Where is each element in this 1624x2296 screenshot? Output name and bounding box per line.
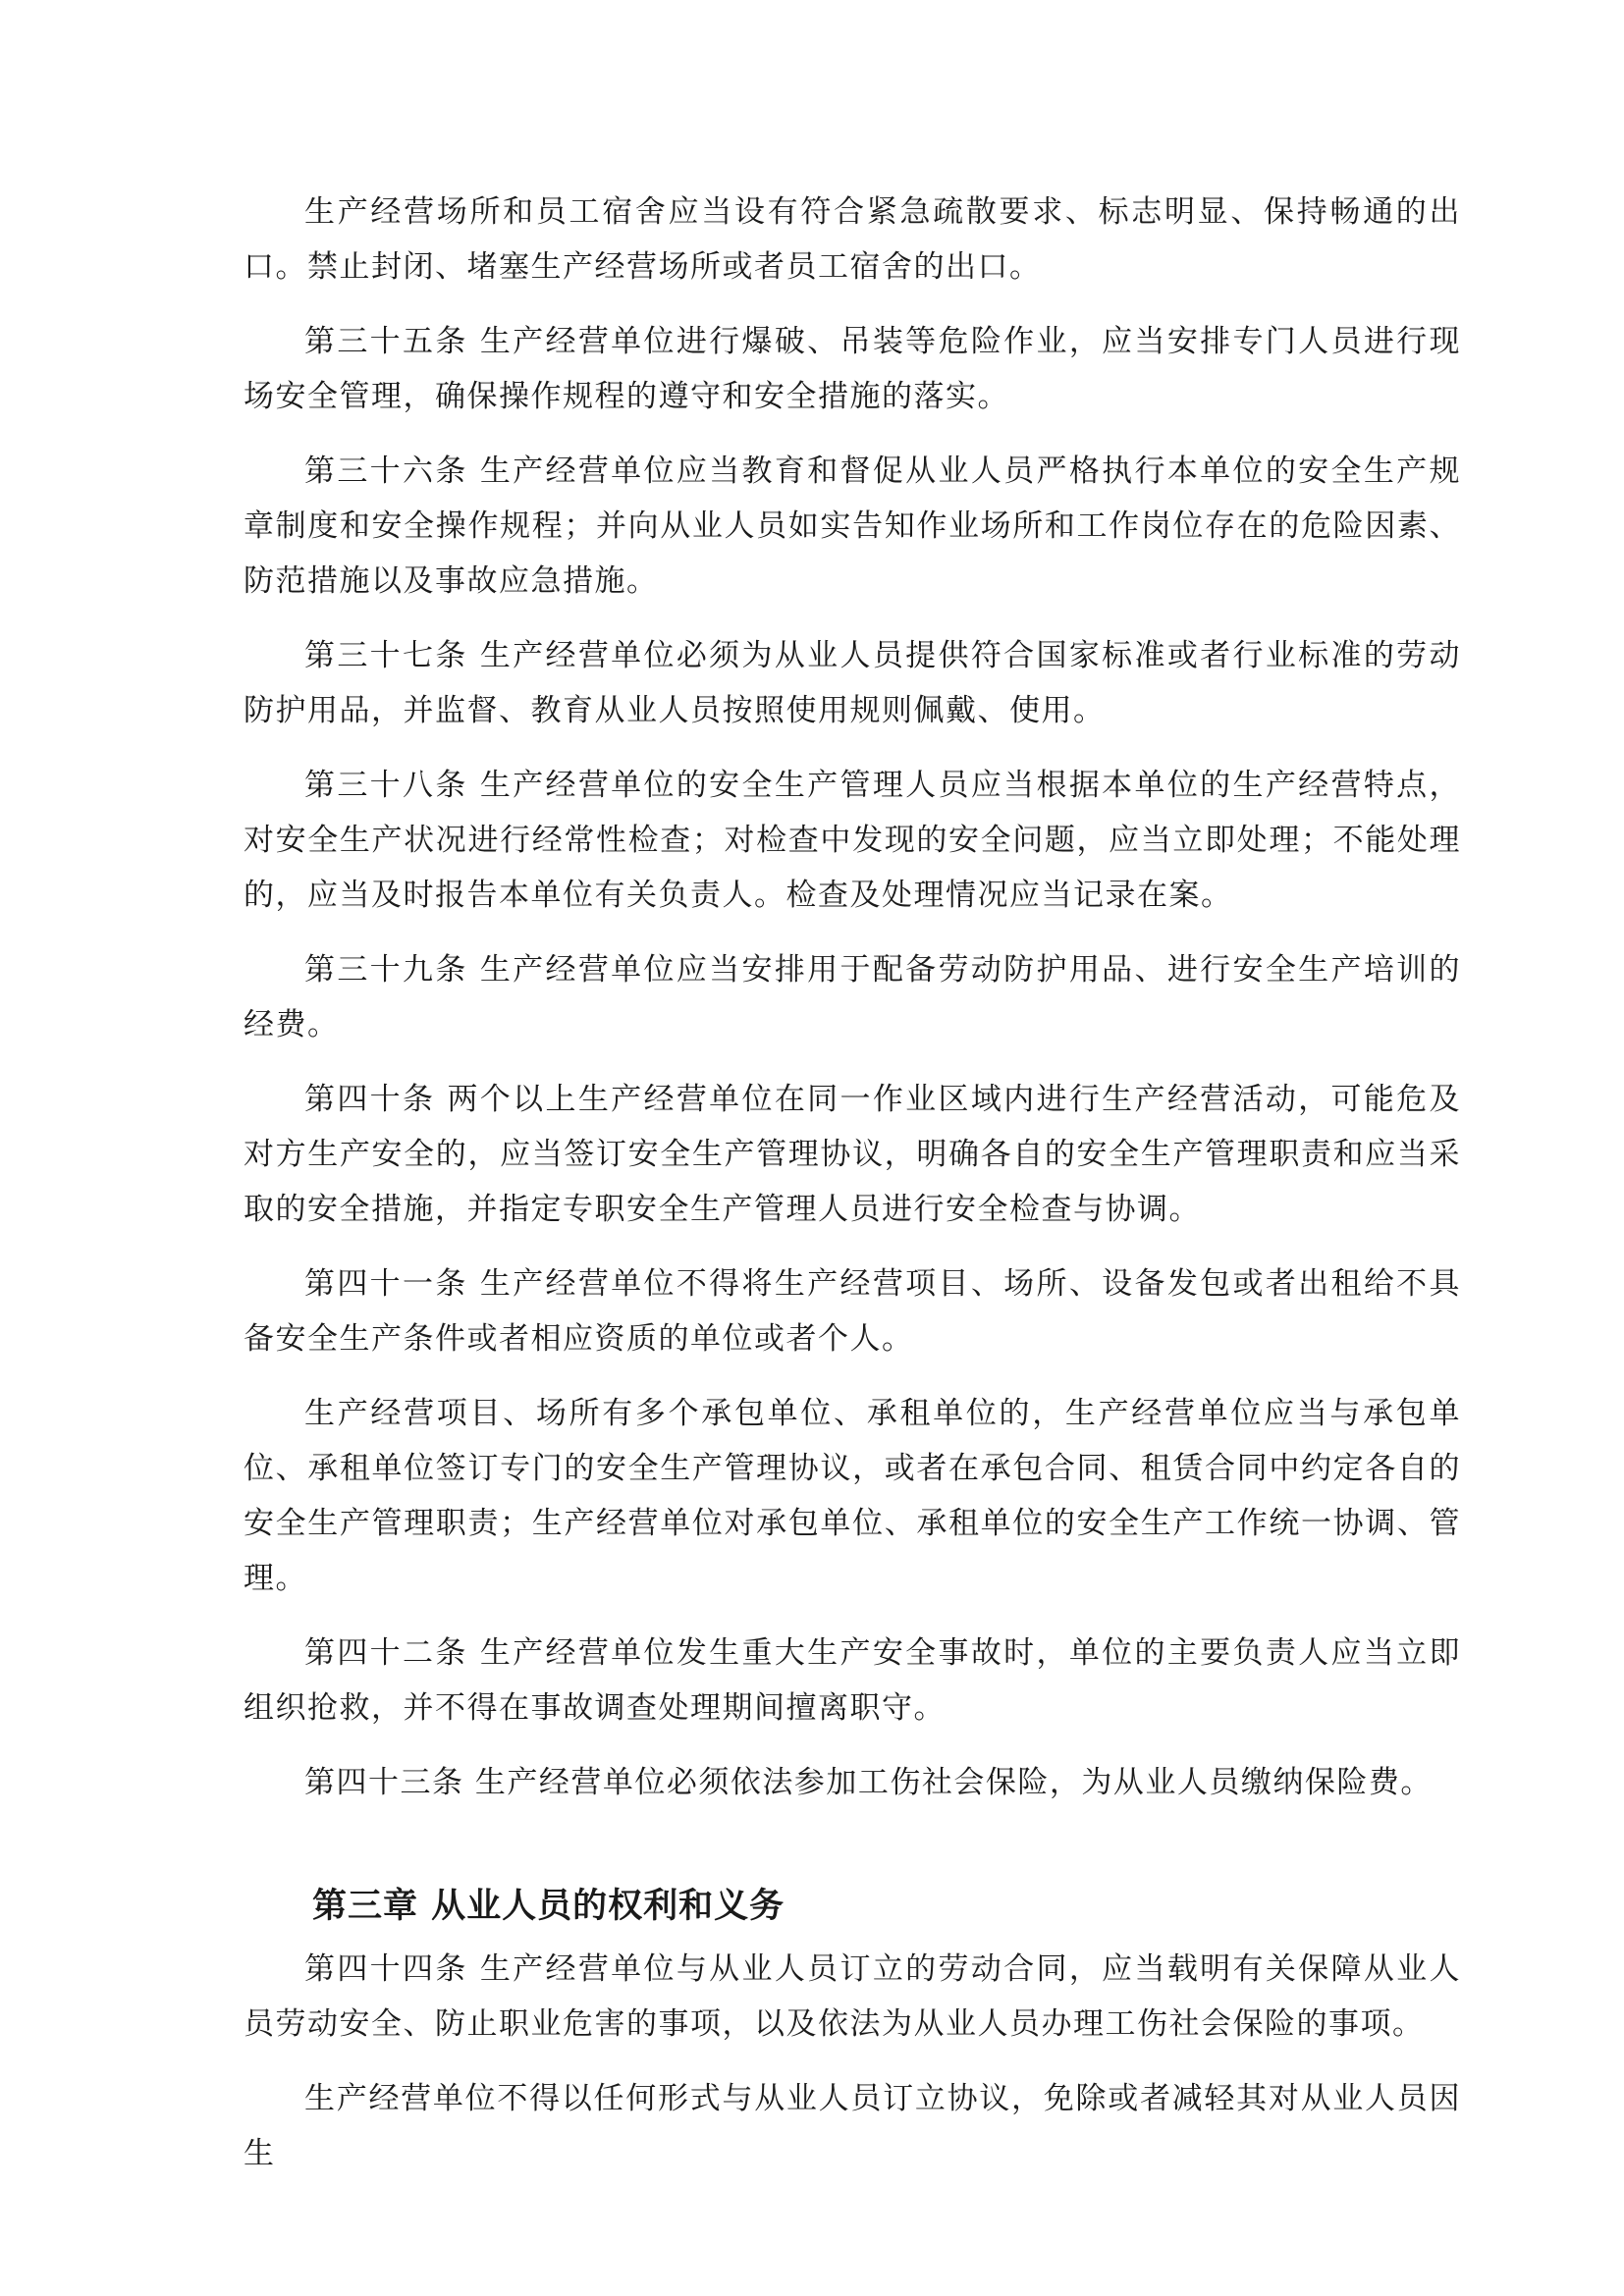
paragraph-emergency-exits: 生产经营场所和员工宿舍应当设有符合紧急疏散要求、标志明显、保持畅通的出口。禁止封闭、堵塞生产经营场所或者员工宿舍的出口。: [244, 194, 1461, 285]
article-43: 第四十三条 生产经营单位必须依法参加工伤社会保险，为从业人员缴纳保险费。: [304, 1765, 1433, 1800]
article-44: 第四十四条 生产经营单位与从业人员订立的劳动合同，应当载明有关保障从业人员劳动安全、防止职业危害的事项，以及依法为从业人员办理工伤社会保险的事项。: [244, 1951, 1461, 2042]
article-41-paragraph-2: 生产经营项目、场所有多个承包单位、承租单位的，生产经营单位应当与承包单位、承租单位签订专门的安全生产管理协议，或者在承包合同、租赁合同中约定各自的安全生产管理职责；生产经营单位对承包单位、承租单位的安全生产工作统一协调、管理。: [244, 1396, 1461, 1596]
article-36: 第三十六条 生产经营单位应当教育和督促从业人员严格执行本单位的安全生产规章制度和安全操作规程；并向从业人员如实告知作业场所和工作岗位存在的危险因素、防范措施以及事故应急措施。: [244, 454, 1461, 599]
chapter-heading: 第三章 从业人员的权利和义务: [312, 1887, 785, 1926]
article-39: 第三十九条 生产经营单位应当安排用于配备劳动防护用品、进行安全生产培训的经费。: [244, 952, 1461, 1042]
document-body: [244, 185, 1461, 2201]
article-41: 第四十一条 生产经营单位不得将生产经营项目、场所、设备发包或者出租给不具备安全生产条件或者相应资质的单位或者个人。: [244, 1266, 1461, 1357]
article-38: 第三十八条 生产经营单位的安全生产管理人员应当根据本单位的生产经营特点，对安全生产状况进行经常性检查；对检查中发现的安全问题，应当立即处理；不能处理的，应当及时报告本单位有关负责人。检查及处理情况应当记录在案。: [244, 768, 1461, 913]
article-42: 第四十二条 生产经营单位发生重大生产安全事故时，单位的主要负责人应当立即组织抢救，并不得在事故调查处理期间擅离职守。: [244, 1635, 1461, 1726]
article-44-paragraph-2: 生产经营单位不得以任何形式与从业人员订立协议，免除或者减轻其对从业人员因生: [244, 2081, 1461, 2171]
article-37: 第三十七条 生产经营单位必须为从业人员提供符合国家标准或者行业标准的劳动防护用品，并监督、教育从业人员按照使用规则佩戴、使用。: [244, 638, 1461, 728]
article-40: 第四十条 两个以上生产经营单位在同一作业区域内进行生产经营活动，可能危及对方生产安全的，应当签订安全生产管理协议，明确各自的安全生产管理职责和应当采取的安全措施，并指定专职安全生产管理人员进行安全检查与协调。: [244, 1082, 1461, 1227]
article-35: 第三十五条 生产经营单位进行爆破、吊装等危险作业，应当安排专门人员进行现场安全管理，确保操作规程的遵守和安全措施的落实。: [244, 324, 1461, 414]
